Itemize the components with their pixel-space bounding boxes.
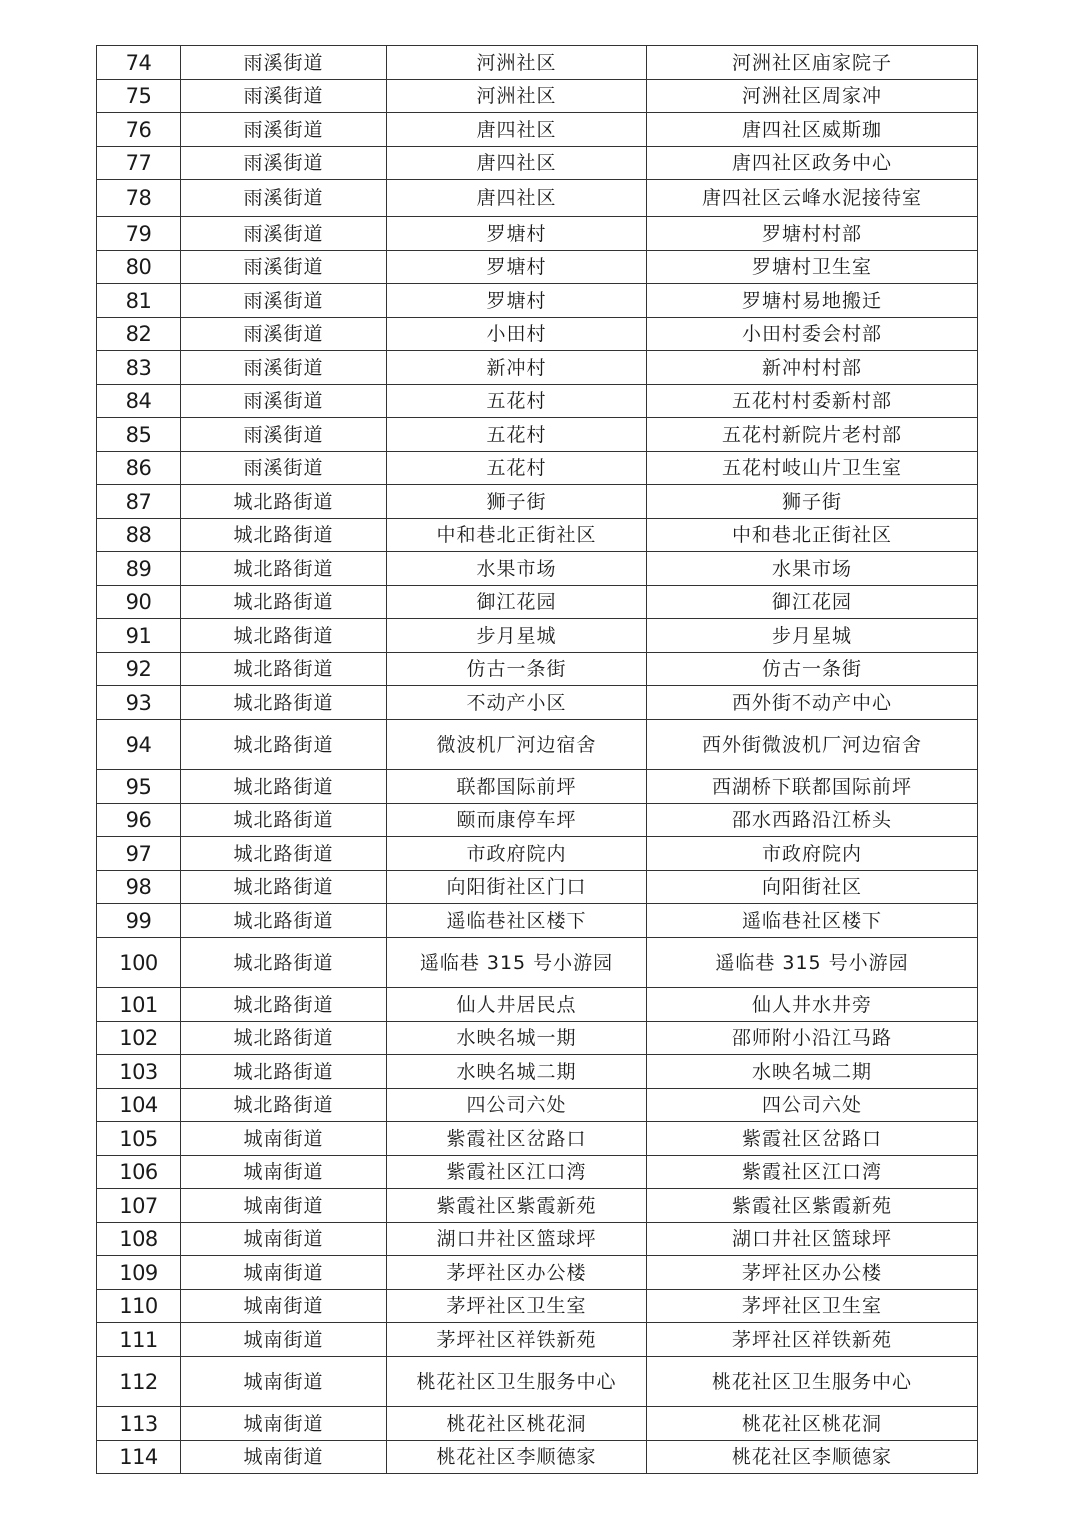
table-row <box>97 988 978 1022</box>
row-number-cell: 78 <box>97 180 181 217</box>
location-cell: 桃花社区桃花洞 <box>647 1407 978 1441</box>
table-row <box>97 1089 978 1122</box>
street-cell: 城北路街道 <box>181 552 387 586</box>
row-number-cell: 84 <box>97 385 181 418</box>
row-number-cell: 83 <box>97 351 181 385</box>
community-cell: 狮子街 <box>387 485 647 519</box>
table-row <box>97 686 978 720</box>
street-cell: 城南街道 <box>181 1189 387 1223</box>
location-cell: 御江花园 <box>647 586 978 619</box>
location-cell: 水果市场 <box>647 552 978 586</box>
community-cell: 罗塘村 <box>387 217 647 251</box>
community-cell: 不动产小区 <box>387 686 647 720</box>
street-cell: 城南街道 <box>181 1122 387 1156</box>
location-cell: 唐四社区云峰水泥接待室 <box>647 180 978 217</box>
table-row <box>97 871 978 904</box>
table-body <box>97 46 978 1474</box>
table-row <box>97 385 978 418</box>
table-row <box>97 1407 978 1441</box>
street-cell: 雨溪街道 <box>181 418 387 452</box>
location-cell: 西外街不动产中心 <box>647 686 978 720</box>
row-number-cell: 101 <box>97 988 181 1022</box>
location-cell: 茅坪社区祥铁新苑 <box>647 1323 978 1357</box>
location-cell: 仙人井水井旁 <box>647 988 978 1022</box>
table-row <box>97 80 978 113</box>
location-cell: 河洲社区庙家院子 <box>647 46 978 80</box>
community-cell: 茅坪社区祥铁新苑 <box>387 1323 647 1357</box>
community-cell: 茅坪社区卫生室 <box>387 1290 647 1323</box>
street-cell: 雨溪街道 <box>181 452 387 485</box>
data-table <box>96 45 978 1474</box>
street-cell: 城北路街道 <box>181 770 387 804</box>
row-number-cell: 103 <box>97 1055 181 1089</box>
table-row <box>97 46 978 80</box>
street-cell: 雨溪街道 <box>181 284 387 318</box>
street-cell: 雨溪街道 <box>181 251 387 284</box>
community-cell: 向阳街社区门口 <box>387 871 647 904</box>
community-cell: 仿古一条街 <box>387 653 647 686</box>
location-cell: 桃花社区李顺德家 <box>647 1441 978 1474</box>
table-row <box>97 452 978 485</box>
table-row <box>97 1189 978 1223</box>
table-row <box>97 1290 978 1323</box>
location-cell: 湖口井社区篮球坪 <box>647 1223 978 1256</box>
location-cell: 市政府院内 <box>647 837 978 871</box>
row-number-cell: 98 <box>97 871 181 904</box>
location-cell: 桃花社区卫生服务中心 <box>647 1357 978 1407</box>
location-cell: 邵水西路沿江桥头 <box>647 804 978 837</box>
row-number-cell: 104 <box>97 1089 181 1122</box>
table-row <box>97 113 978 147</box>
location-cell: 新冲村村部 <box>647 351 978 385</box>
street-cell: 城北路街道 <box>181 720 387 770</box>
row-number-cell: 110 <box>97 1290 181 1323</box>
community-cell: 御江花园 <box>387 586 647 619</box>
street-cell: 城南街道 <box>181 1441 387 1474</box>
row-number-cell: 99 <box>97 904 181 938</box>
table-row <box>97 519 978 552</box>
street-cell: 城北路街道 <box>181 837 387 871</box>
row-number-cell: 74 <box>97 46 181 80</box>
row-number-cell: 112 <box>97 1357 181 1407</box>
location-cell: 遥临巷社区楼下 <box>647 904 978 938</box>
community-cell: 河洲社区 <box>387 80 647 113</box>
location-cell: 河洲社区周家冲 <box>647 80 978 113</box>
row-number-cell: 87 <box>97 485 181 519</box>
street-cell: 城北路街道 <box>181 686 387 720</box>
location-cell: 唐四社区威斯珈 <box>647 113 978 147</box>
street-cell: 城北路街道 <box>181 653 387 686</box>
street-cell: 雨溪街道 <box>181 147 387 180</box>
community-cell: 新冲村 <box>387 351 647 385</box>
row-number-cell: 97 <box>97 837 181 871</box>
table-row <box>97 251 978 284</box>
table-row <box>97 552 978 586</box>
street-cell: 城南街道 <box>181 1407 387 1441</box>
table-row <box>97 1122 978 1156</box>
community-cell: 桃花社区卫生服务中心 <box>387 1357 647 1407</box>
location-cell: 狮子街 <box>647 485 978 519</box>
table-row <box>97 147 978 180</box>
row-number-cell: 113 <box>97 1407 181 1441</box>
community-cell: 河洲社区 <box>387 46 647 80</box>
table-row <box>97 720 978 770</box>
community-cell: 紫霞社区江口湾 <box>387 1156 647 1189</box>
table-row <box>97 180 978 217</box>
location-cell: 邵师附小沿江马路 <box>647 1022 978 1055</box>
row-number-cell: 75 <box>97 80 181 113</box>
street-cell: 城北路街道 <box>181 586 387 619</box>
location-cell: 罗塘村村部 <box>647 217 978 251</box>
location-cell: 仿古一条街 <box>647 653 978 686</box>
table-row <box>97 1357 978 1407</box>
community-cell: 唐四社区 <box>387 180 647 217</box>
community-cell: 颐而康停车坪 <box>387 804 647 837</box>
row-number-cell: 96 <box>97 804 181 837</box>
table-row <box>97 904 978 938</box>
street-cell: 城北路街道 <box>181 988 387 1022</box>
table-row <box>97 284 978 318</box>
community-cell: 茅坪社区办公楼 <box>387 1256 647 1290</box>
community-cell: 唐四社区 <box>387 147 647 180</box>
row-number-cell: 88 <box>97 519 181 552</box>
location-cell: 罗塘村易地搬迁 <box>647 284 978 318</box>
street-cell: 雨溪街道 <box>181 351 387 385</box>
community-cell: 唐四社区 <box>387 113 647 147</box>
community-cell: 联都国际前坪 <box>387 770 647 804</box>
row-number-cell: 79 <box>97 217 181 251</box>
community-cell: 步月星城 <box>387 619 647 653</box>
row-number-cell: 105 <box>97 1122 181 1156</box>
street-cell: 雨溪街道 <box>181 318 387 351</box>
table-row <box>97 938 978 988</box>
street-cell: 城北路街道 <box>181 519 387 552</box>
community-cell: 四公司六处 <box>387 1089 647 1122</box>
row-number-cell: 106 <box>97 1156 181 1189</box>
community-cell: 小田村 <box>387 318 647 351</box>
street-cell: 城北路街道 <box>181 804 387 837</box>
community-cell: 湖口井社区篮球坪 <box>387 1223 647 1256</box>
row-number-cell: 89 <box>97 552 181 586</box>
street-cell: 城北路街道 <box>181 938 387 988</box>
street-cell: 雨溪街道 <box>181 46 387 80</box>
street-cell: 雨溪街道 <box>181 113 387 147</box>
row-number-cell: 86 <box>97 452 181 485</box>
row-number-cell: 114 <box>97 1441 181 1474</box>
community-cell: 桃花社区桃花洞 <box>387 1407 647 1441</box>
community-cell: 罗塘村 <box>387 251 647 284</box>
community-cell: 五花村 <box>387 418 647 452</box>
table-row <box>97 1156 978 1189</box>
location-cell: 西湖桥下联都国际前坪 <box>647 770 978 804</box>
row-number-cell: 91 <box>97 619 181 653</box>
community-cell: 水映名城一期 <box>387 1022 647 1055</box>
location-cell: 四公司六处 <box>647 1089 978 1122</box>
table-row <box>97 485 978 519</box>
table-row <box>97 619 978 653</box>
table-row <box>97 770 978 804</box>
location-cell: 向阳街社区 <box>647 871 978 904</box>
street-cell: 雨溪街道 <box>181 80 387 113</box>
community-cell: 水映名城二期 <box>387 1055 647 1089</box>
row-number-cell: 102 <box>97 1022 181 1055</box>
location-cell: 步月星城 <box>647 619 978 653</box>
street-cell: 城南街道 <box>181 1156 387 1189</box>
table-row <box>97 1223 978 1256</box>
location-cell: 水映名城二期 <box>647 1055 978 1089</box>
street-cell: 雨溪街道 <box>181 385 387 418</box>
row-number-cell: 85 <box>97 418 181 452</box>
row-number-cell: 109 <box>97 1256 181 1290</box>
street-cell: 城北路街道 <box>181 871 387 904</box>
community-cell: 五花村 <box>387 385 647 418</box>
location-cell: 茅坪社区办公楼 <box>647 1256 978 1290</box>
row-number-cell: 111 <box>97 1323 181 1357</box>
street-cell: 城北路街道 <box>181 1022 387 1055</box>
table-row <box>97 837 978 871</box>
community-cell: 紫霞社区岔路口 <box>387 1122 647 1156</box>
community-cell: 市政府院内 <box>387 837 647 871</box>
street-cell: 城南街道 <box>181 1256 387 1290</box>
row-number-cell: 80 <box>97 251 181 284</box>
location-cell: 中和巷北正街社区 <box>647 519 978 552</box>
row-number-cell: 82 <box>97 318 181 351</box>
table-row <box>97 804 978 837</box>
row-number-cell: 77 <box>97 147 181 180</box>
table-row <box>97 351 978 385</box>
row-number-cell: 108 <box>97 1223 181 1256</box>
street-cell: 城南街道 <box>181 1223 387 1256</box>
street-cell: 城北路街道 <box>181 1089 387 1122</box>
row-number-cell: 95 <box>97 770 181 804</box>
community-cell: 遥临巷 315 号小游园 <box>387 938 647 988</box>
table-row <box>97 1323 978 1357</box>
table-row <box>97 318 978 351</box>
community-cell: 仙人井居民点 <box>387 988 647 1022</box>
street-cell: 雨溪街道 <box>181 217 387 251</box>
community-cell: 五花村 <box>387 452 647 485</box>
community-cell: 遥临巷社区楼下 <box>387 904 647 938</box>
street-cell: 城南街道 <box>181 1357 387 1407</box>
table-row <box>97 1022 978 1055</box>
community-cell: 桃花社区李顺德家 <box>387 1441 647 1474</box>
street-cell: 城南街道 <box>181 1290 387 1323</box>
location-cell: 紫霞社区岔路口 <box>647 1122 978 1156</box>
table-row <box>97 418 978 452</box>
location-cell: 紫霞社区紫霞新苑 <box>647 1189 978 1223</box>
location-cell: 五花村岐山片卫生室 <box>647 452 978 485</box>
table-row <box>97 1256 978 1290</box>
table-row <box>97 653 978 686</box>
street-cell: 城北路街道 <box>181 485 387 519</box>
table-row <box>97 1055 978 1089</box>
location-cell: 遥临巷 315 号小游园 <box>647 938 978 988</box>
row-number-cell: 90 <box>97 586 181 619</box>
row-number-cell: 107 <box>97 1189 181 1223</box>
table-row <box>97 1441 978 1474</box>
location-cell: 唐四社区政务中心 <box>647 147 978 180</box>
community-cell: 紫霞社区紫霞新苑 <box>387 1189 647 1223</box>
table-row <box>97 217 978 251</box>
row-number-cell: 100 <box>97 938 181 988</box>
street-cell: 城南街道 <box>181 1323 387 1357</box>
community-cell: 罗塘村 <box>387 284 647 318</box>
row-number-cell: 81 <box>97 284 181 318</box>
street-cell: 城北路街道 <box>181 1055 387 1089</box>
location-cell: 五花村新院片老村部 <box>647 418 978 452</box>
street-cell: 城北路街道 <box>181 619 387 653</box>
community-cell: 微波机厂河边宿舍 <box>387 720 647 770</box>
location-cell: 五花村村委新村部 <box>647 385 978 418</box>
location-cell: 西外街微波机厂河边宿舍 <box>647 720 978 770</box>
street-cell: 雨溪街道 <box>181 180 387 217</box>
street-cell: 城北路街道 <box>181 904 387 938</box>
location-cell: 小田村委会村部 <box>647 318 978 351</box>
community-cell: 水果市场 <box>387 552 647 586</box>
row-number-cell: 93 <box>97 686 181 720</box>
table-row <box>97 586 978 619</box>
community-cell: 中和巷北正街社区 <box>387 519 647 552</box>
location-cell: 紫霞社区江口湾 <box>647 1156 978 1189</box>
row-number-cell: 94 <box>97 720 181 770</box>
row-number-cell: 76 <box>97 113 181 147</box>
row-number-cell: 92 <box>97 653 181 686</box>
location-cell: 茅坪社区卫生室 <box>647 1290 978 1323</box>
location-cell: 罗塘村卫生室 <box>647 251 978 284</box>
